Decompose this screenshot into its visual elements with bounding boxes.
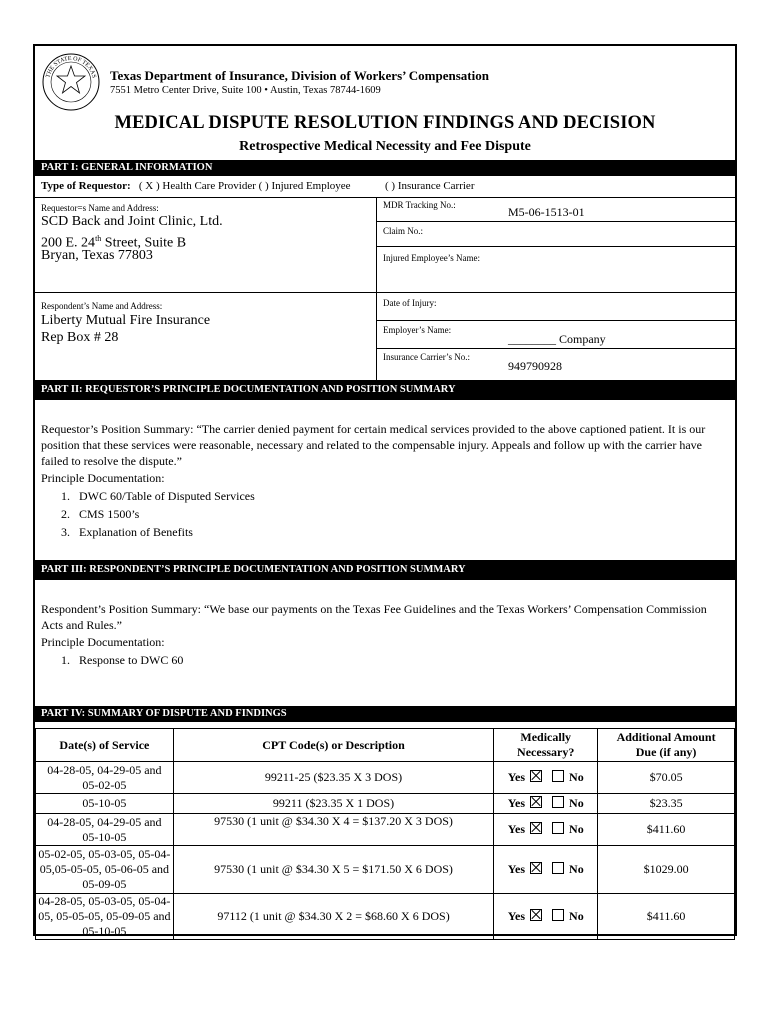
row-dates: 04-28-05, 04-29-05 and 05-02-05 — [36, 762, 174, 794]
page-subtitle: Retrospective Medical Necessity and Fee Dispute — [239, 139, 531, 154]
list-item: 1. Response to DWC 60 — [61, 653, 184, 667]
col-amount-header — [598, 729, 735, 762]
divider — [35, 292, 735, 293]
divider — [376, 221, 735, 222]
list-item: 1. DWC 60/Table of Disputed Services — [61, 489, 255, 503]
doc-text: DWC 60/Table of Disputed Services — [79, 489, 255, 503]
row-dates: 05-02-05, 05-03-05, 05-04-05,05-05-05, 05-06-05 and 05-09-05 — [36, 846, 174, 894]
requestor-name: SCD Back and Joint Clinic, Ltd. — [41, 214, 223, 229]
doc-text: Response to DWC 60 — [79, 653, 184, 667]
row-dates: 05-10-05 — [36, 794, 174, 814]
page-title: MEDICAL DISPUTE RESOLUTION FINDINGS AND DECISION — [114, 113, 656, 133]
row-amount: $411.60 — [598, 814, 735, 846]
divider — [376, 348, 735, 349]
respondent-label: Respondent’s Name and Address: — [41, 301, 163, 311]
requestor-address-street: 200 E. 24 — [41, 235, 96, 251]
no-checkbox[interactable] — [552, 862, 564, 874]
part4-heading: PART IV: SUMMARY OF DISPUTE AND FINDINGS — [35, 706, 735, 722]
yes-label: Yes — [507, 862, 526, 876]
yes-label: Yes — [507, 909, 526, 923]
agency-name: Texas Department of Insurance, Division of Workers’ Compensation — [110, 68, 489, 83]
part3-heading: PART III: RESPONDENT’S PRINCIPLE DOCUMENTATION AND POSITION SUMMARY — [35, 560, 735, 580]
table-row — [36, 814, 735, 846]
requestor-type-label: Type of Requestor: — [41, 180, 131, 192]
no-label: No — [569, 770, 584, 784]
row-amount: $23.35 — [598, 794, 735, 814]
claim-no-label: Claim No.: — [383, 226, 423, 236]
document-page — [33, 44, 737, 936]
respondent-name: Liberty Mutual Fire Insurance — [41, 313, 211, 328]
row-medically-necessary — [494, 762, 598, 794]
svg-text:THE STATE OF TEXAS — [45, 56, 96, 79]
no-checkbox[interactable] — [552, 770, 564, 782]
employer-label: Employer’s Name: — [383, 325, 452, 335]
table-row — [36, 846, 735, 894]
row-cpt: 97112 (1 unit @ $34.30 X 2 = $68.60 X 6 DOS) — [173, 894, 493, 940]
divider — [376, 197, 377, 380]
mdr-tracking-value: M5-06-1513-01 — [508, 205, 585, 219]
no-label: No — [569, 822, 584, 836]
yes-checkbox-checked[interactable] — [530, 796, 542, 808]
list-item: 3. Explanation of Benefits — [61, 525, 193, 539]
requestor-type-options: ( X ) Health Care Provider ( ) Injured Employee — [138, 180, 351, 192]
requestor-address-sup: th — [95, 234, 102, 243]
yes-label: Yes — [507, 796, 526, 810]
requestor-label: Requestor=s Name and Address: — [41, 203, 159, 213]
row-dates: 04-28-05, 04-29-05 and 05-10-05 — [36, 814, 174, 846]
row-amount: $1029.00 — [598, 846, 735, 894]
row-dates: 04-28-05, 05-03-05, 05-04-05, 05-05-05, 05-09-05 and 05-10-05 — [36, 894, 174, 940]
row-medically-necessary — [494, 794, 598, 814]
no-checkbox[interactable] — [552, 796, 564, 808]
row-amount: $70.05 — [598, 762, 735, 794]
requestor-position-summary: Requestor’s Position Summary: “The carrier denied payment for certain medical services provided to the above captioned patient. It is our position that these services were reasonable, necessary and related to the compensable injury. Appeals and follow up with the carrier have failed to resolve the dispute.” — [41, 422, 706, 468]
texas-seal-icon — [41, 52, 101, 112]
no-label: No — [569, 909, 584, 923]
carrier-no-label: Insurance Carrier’s No.: — [383, 352, 471, 362]
findings-table — [35, 728, 735, 940]
requestor-type-carrier: ( ) Insurance Carrier — [385, 180, 475, 192]
col-med-line2: Necessary? — [517, 745, 575, 759]
col-amt-line2: Due (if any) — [635, 745, 697, 759]
part2-heading: PART II: REQUESTOR’S PRINCIPLE DOCUMENTATION AND POSITION SUMMARY — [35, 380, 735, 400]
list-item: 2. CMS 1500’s — [61, 507, 140, 521]
agency-address: 7551 Metro Center Drive, Suite 100 • Austin, Texas 78744-1609 — [110, 85, 381, 96]
requestor-address-line2: Bryan, Texas 77803 — [41, 248, 153, 263]
yes-label: Yes — [507, 770, 526, 784]
doc-text: CMS 1500’s — [79, 507, 140, 521]
col-med-line1: Medically — [520, 730, 572, 744]
respondent-doc-list — [61, 651, 183, 669]
table-header-row — [36, 729, 735, 762]
part1-heading: PART I: GENERAL INFORMATION — [35, 160, 735, 176]
col-medically-necessary-header — [494, 729, 598, 762]
respondent-position-summary: Respondent’s Position Summary: “We base our payments on the Texas Fee Guidelines and the Texas Workers’ Compensation Commission Acts and Rules.” — [41, 602, 707, 632]
table-row — [36, 762, 735, 794]
row-cpt: 97530 (1 unit @ $34.30 X 5 = $171.50 X 6 DOS) — [173, 846, 493, 894]
row-cpt: 97530 (1 unit @ $34.30 X 4 = $137.20 X 3 DOS) — [173, 814, 493, 846]
yes-checkbox-checked[interactable] — [530, 770, 542, 782]
requestor-address-suite: Street, Suite B — [101, 235, 187, 251]
col-amt-line1: Additional Amount — [616, 730, 716, 744]
yes-checkbox-checked[interactable] — [530, 862, 542, 874]
requestor-doc-list — [61, 487, 255, 541]
yes-label: Yes — [507, 822, 526, 836]
doc-text: Explanation of Benefits — [79, 525, 193, 539]
yes-checkbox-checked[interactable] — [530, 909, 542, 921]
mdr-tracking-label: MDR Tracking No.: — [383, 200, 456, 210]
employer-value: ________ Company — [508, 332, 606, 346]
no-checkbox[interactable] — [552, 909, 564, 921]
divider — [376, 246, 735, 247]
row-cpt: 99211 ($23.35 X 1 DOS) — [173, 794, 493, 814]
requestor-doc-label: Principle Documentation: — [41, 471, 165, 485]
respondent-box: Rep Box # 28 — [41, 330, 119, 345]
requestor-type-row — [41, 180, 351, 192]
row-cpt: 99211-25 ($23.35 X 3 DOS) — [173, 762, 493, 794]
col-dates-header: Date(s) of Service — [36, 729, 174, 762]
table-row — [36, 894, 735, 940]
row-medically-necessary — [494, 894, 598, 940]
date-of-injury-label: Date of Injury: — [383, 298, 437, 308]
injured-employee-label: Injured Employee’s Name: — [383, 253, 480, 263]
divider — [35, 197, 735, 198]
seal-text: THE STATE OF TEXAS — [45, 55, 97, 79]
no-label: No — [569, 862, 584, 876]
table-row — [36, 794, 735, 814]
row-medically-necessary — [494, 846, 598, 894]
yes-checkbox-checked[interactable] — [530, 822, 542, 834]
row-amount: $411.60 — [598, 894, 735, 940]
carrier-no-value: 949790928 — [508, 359, 562, 373]
divider — [376, 320, 735, 321]
no-checkbox[interactable] — [552, 822, 564, 834]
col-cpt-header: CPT Code(s) or Description — [173, 729, 493, 762]
no-label: No — [569, 796, 584, 810]
respondent-doc-label: Principle Documentation: — [41, 635, 165, 649]
row-medically-necessary — [494, 814, 598, 846]
